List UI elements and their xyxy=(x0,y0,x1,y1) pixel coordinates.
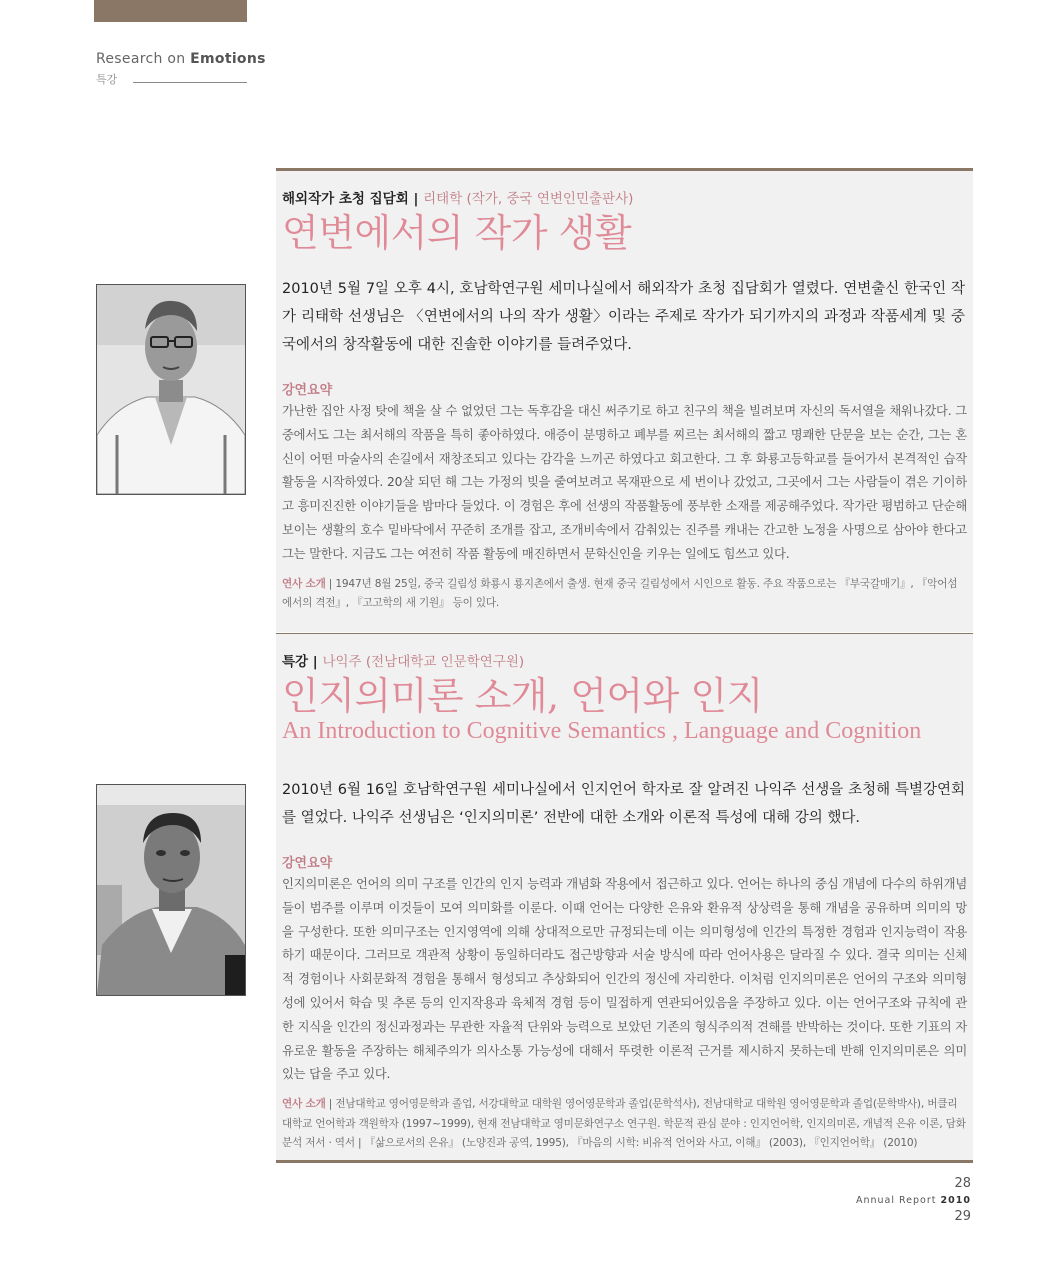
summary-label: 강연요약 xyxy=(282,856,333,871)
article-title: 인지의미론 소개, 언어와 인지 xyxy=(282,674,763,718)
header-color-bar xyxy=(94,0,247,22)
bio-text: 전남대학교 영어영문학과 졸업, 서강대학교 대학원 영어영문학과 졸업(문학석사), 전남대학교 대학원 영어영문학과 졸업(문학박사), 버클리대학교 언어학과 객원학자 (1997~1999), 현재 전남대학교 영미문화연구소 연구원. 학문적 관심 분야 : 인지언어학, 인지의미론, 개념적 은유 이론, 담화 분석 저서 · 역서 | 『삶으로서의 은유』 (노양진과 공역, 1995), 『마음의 시학: 비유적 언어와 사고, 이해』 (2003), 『인지언어학』 (2010) xyxy=(282,1098,966,1150)
portrait-illustration xyxy=(97,785,245,995)
article-title-english: An Introduction to Cognitive Semantics , Language and Cognition xyxy=(282,718,922,744)
event-type: 특강 xyxy=(282,654,309,670)
event-type: 해외작가 초청 집담회 xyxy=(282,191,409,207)
article-panel-1 xyxy=(276,168,973,632)
bio-label: 연사 소개 xyxy=(282,577,326,590)
article-intro: 2010년 6월 16일 호남학연구원 세미나실에서 인지언어 학자로 잘 알려진 나익주 선생을 초청해 특별강연회를 열었다. 나익주 선생님은 ‘인지의미론’ 전반에 대한 소개와 이론적 특성에 대해 강의 했다. xyxy=(282,782,965,826)
bio-text: 1947년 8월 25일, 중국 길림성 화룡시 룡지촌에서 출생. 현재 중국 길림성에서 시인으로 활동. 주요 작품으로는 『부국갈매기』, 『악어섬에서의 격전』, 『고고학의 새 기원』 등이 있다. xyxy=(282,577,958,610)
article-intro: 2010년 5월 7일 오후 4시, 호남학연구원 세미나실에서 해외작가 초청 집담회가 열렸다. 연변출신 한국인 작가 리태학 선생님은 〈연변에서의 나의 작가 생활〉이라는 주제로 작가가 되기까지의 과정과 작품세계 및 중국에서의 창작활동에 대한 진솔한 이야기를 들려주었다. xyxy=(282,281,965,353)
separator: | xyxy=(328,577,333,590)
bio-label: 연사 소개 xyxy=(282,1098,326,1111)
lecture-summary: 인지의미론은 언어의 의미 구조를 인간의 인지 능력과 개념화 작용에서 접근하고 있다. 언어는 하나의 중심 개념에 다수의 하위개념들이 범주를 이루며 이것들이 모여 의미화를 이룬다. 이때 언어는 다양한 은유와 환유적 상상력을 통해 개념을 공유하며 의미의 망을 구성한다. 또한 의미구조는 인지영역에 의해 상대적으로만 규정되는데 이는 의미형성에 인간의 특정한 경험과 인지능력이 작용하기 때문이다. 그러므로 객관적 상황이 동일하더라도 접근방향과 서술 방식에 따라 언어사용은 달라질 수 있다. 결국 의미는 신체적 경험이나 사회문화적 경험을 통해서 형성되고 추상화되어 인간의 정신에 자리한다. 이처럼 인지의미론은 언어의 구조와 의미형성에 있어서 학습 및 추론 등의 인지작용과 육체적 경험 등이 밀접하게 연관되어있음을 주장하고 있다. 이는 언어구조와 규칙에 관한 지식을 인간의 정신과정과는 무관한 자율적 단위와 능력으로 보았던 기존의 형식주의적 견해를 반박하는 것이다. 또한 기표의 자유로운 활동을 주장하는 해체주의가 의사소통 가능성에 대해서 뚜렷한 이론적 근거를 제시하지 못하는데 반해 인지의미론은 의미 있는 답을 주고 있다. xyxy=(282,877,967,1082)
speaker-photo-1 xyxy=(96,284,246,495)
speaker-bio xyxy=(282,575,967,614)
lecture-summary: 가난한 집안 사정 탓에 책을 살 수 없었던 그는 독후감을 대신 써주기로 하고 친구의 책을 빌려보며 자신의 독서열을 채워나갔다. 그중에서도 그는 최서해의 작품을 특히 좋아하였다. 애증이 분명하고 폐부를 찌르는 최서해의 짧고 명쾌한 단문을 보는 순간, 그는 혼신이 어떤 마술사의 손길에서 재창조되고 있다는 감각을 느끼곤 하였다고 회고한다. 그 후 화룡고등학교를 들어가서 본격적인 습작활동을 시작하였다. 20살 되던 해 그는 가정의 빚을 줄여보려고 목재판으로 세 번이나 갔었고, 그곳에서 그는 사람들이 겪은 기이하고 흥미진진한 이야기들을 밤마다 들었다. 이 경험은 후에 선생의 작품활동에 풍부한 소재를 제공해주었다. 작가란 평범하고 단순해 보이는 생활의 호수 밑바닥에서 꾸준히 조개를 잡고, 조개비속에서 감춰있는 진주를 캐내는 간고한 노정을 사명으로 삼아야 한다고 그는 말한다. 지금도 그는 여전히 작품 활동에 매진하면서 문학신인을 키우는 일에도 힘쓰고 있다. xyxy=(282,404,967,561)
article-kicker xyxy=(282,650,967,670)
section-subtitle: 특강 xyxy=(96,73,118,86)
article-kicker xyxy=(282,187,967,207)
speaker-name: 리태학 (작가, 중국 연변인민출판사) xyxy=(423,191,634,207)
page-number-right: 29 xyxy=(954,1209,971,1224)
separator: | xyxy=(328,1098,333,1111)
speaker-photo-2 xyxy=(96,784,246,996)
article-panel-2 xyxy=(276,633,973,1163)
section-divider xyxy=(133,82,247,83)
portrait-illustration xyxy=(97,285,245,494)
section-title: Research on Emotions xyxy=(96,51,266,67)
page-number-left: 28 xyxy=(954,1176,971,1191)
separator: | xyxy=(312,654,318,670)
separator: | xyxy=(413,191,419,207)
speaker-bio xyxy=(282,1095,967,1154)
summary-label: 강연요약 xyxy=(282,383,333,398)
article-title: 연변에서의 작가 생활 xyxy=(282,211,632,255)
report-label: Annual Report 2010 xyxy=(855,1195,971,1206)
speaker-name: 나익주 (전남대학교 인문학연구원) xyxy=(322,654,525,670)
